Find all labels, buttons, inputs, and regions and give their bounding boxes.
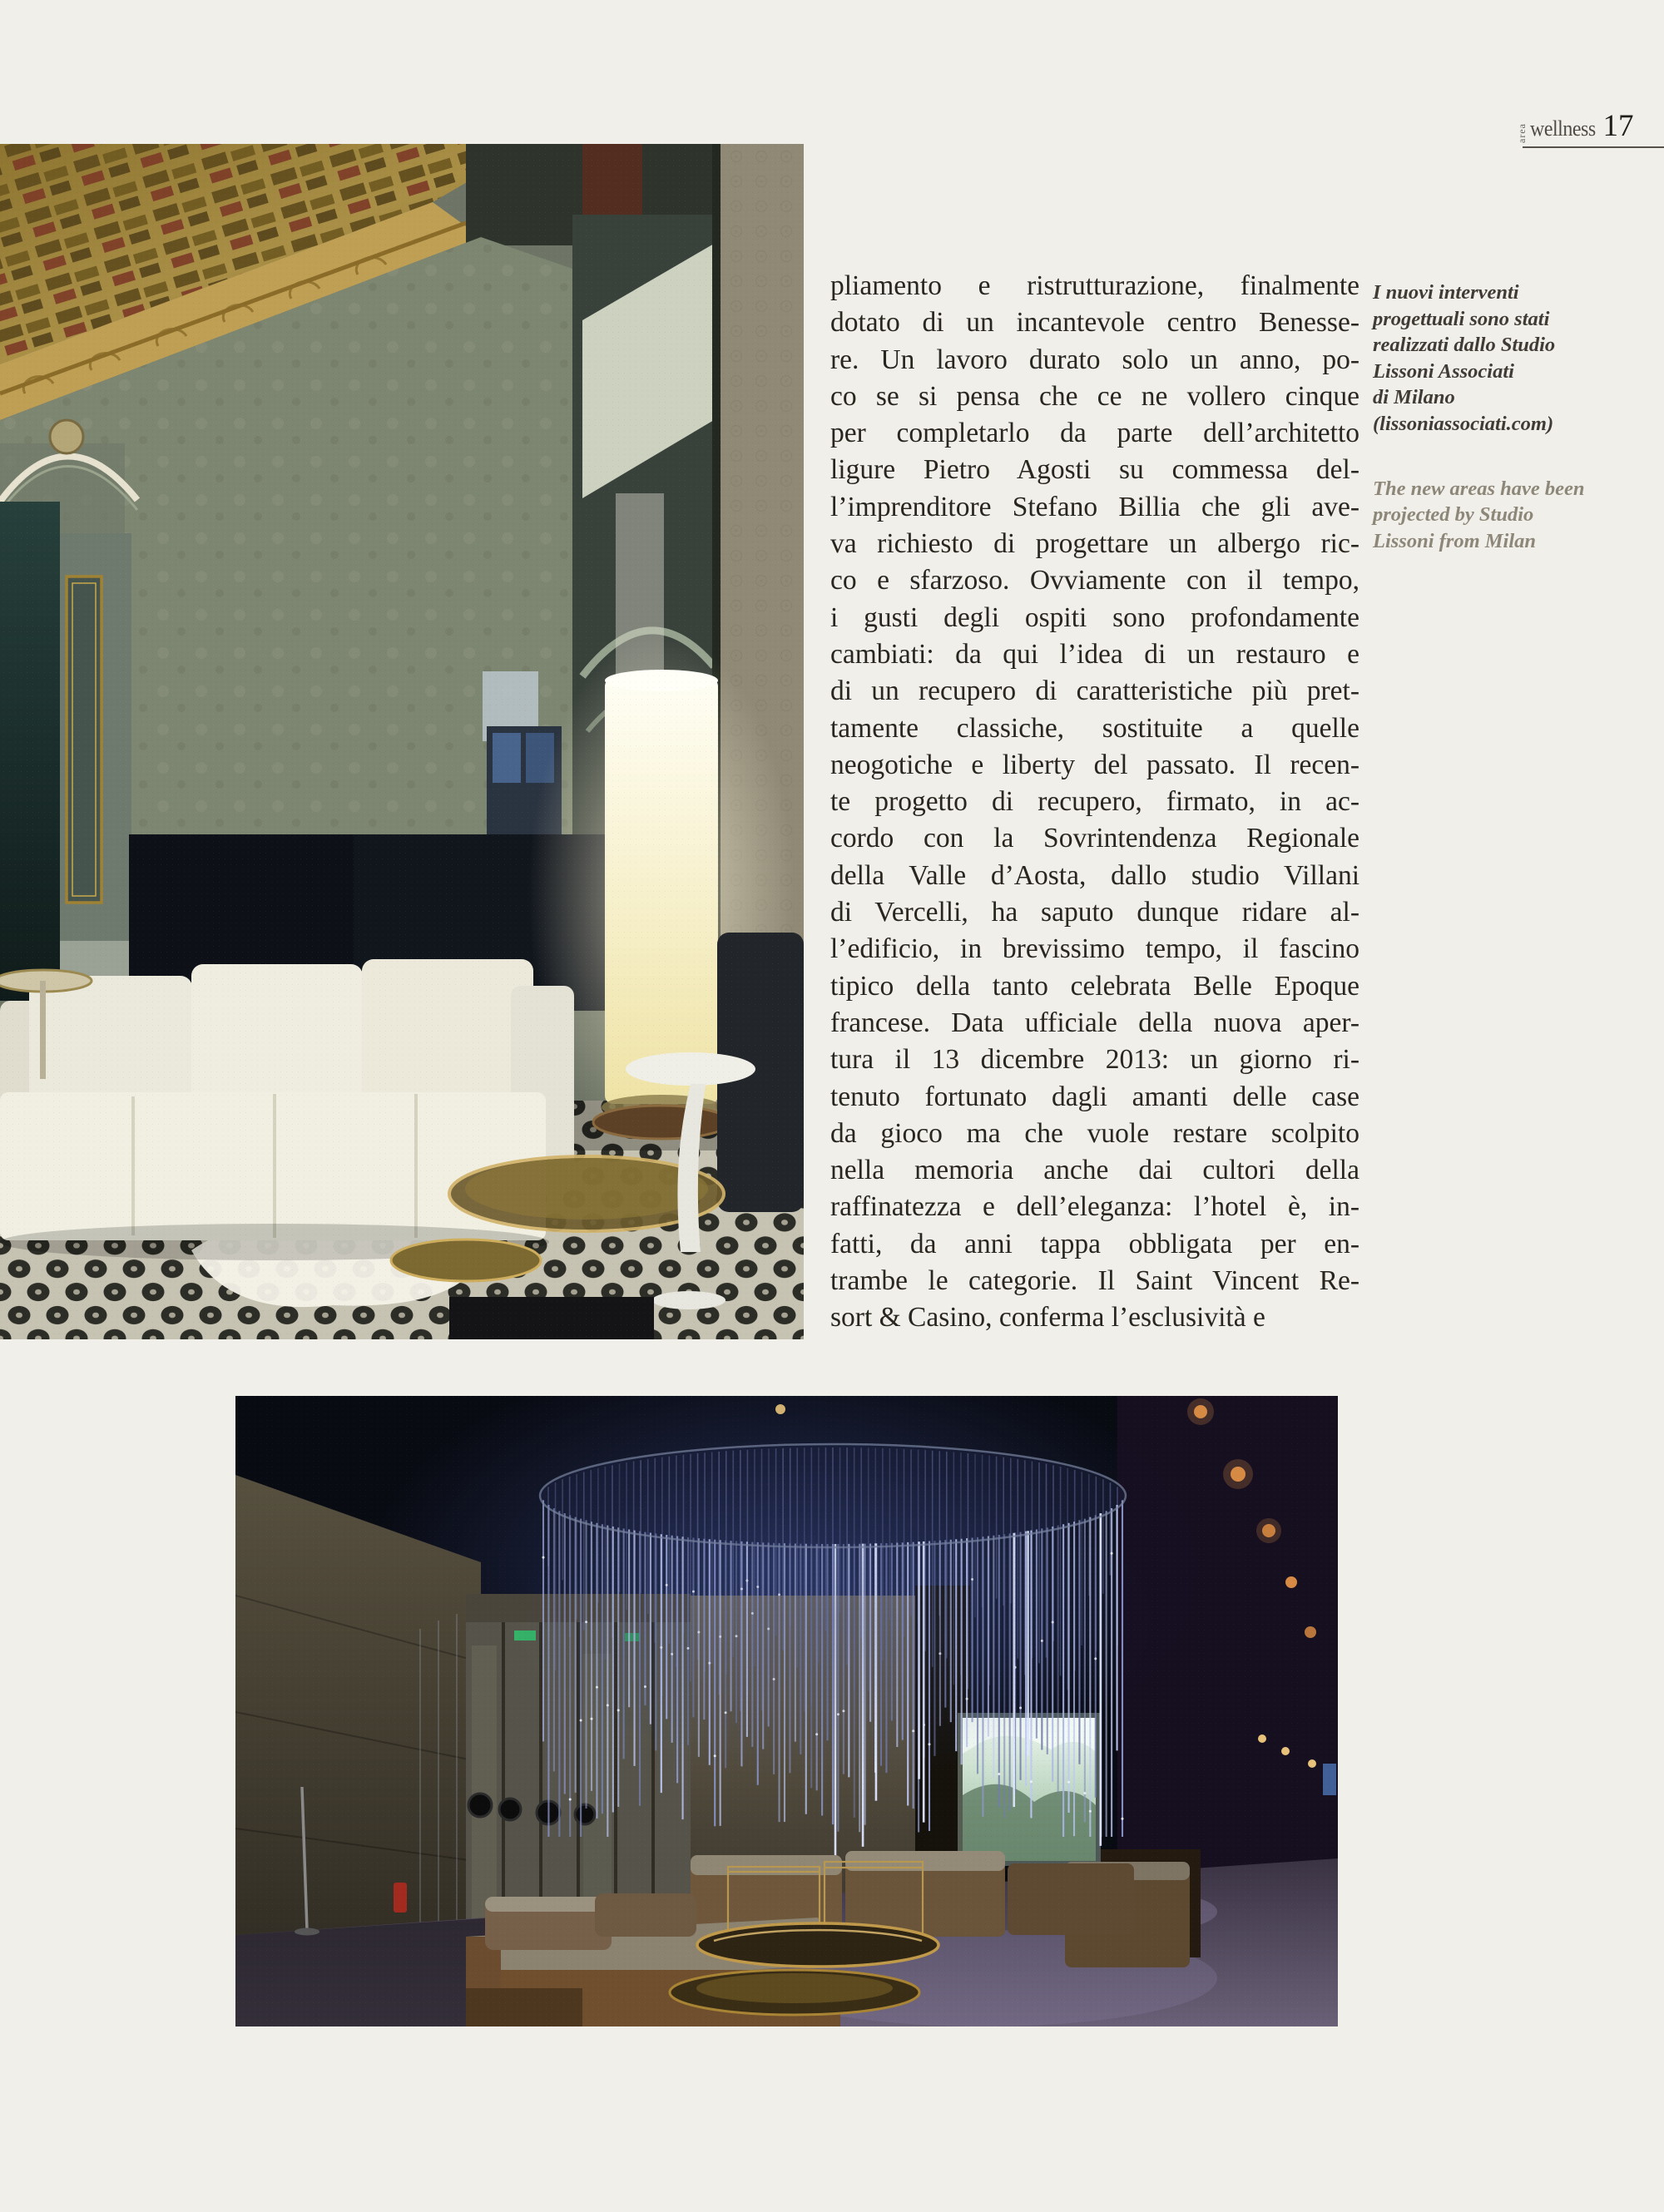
text-line: co se si pensa che ce ne vollero cinque xyxy=(830,380,1359,412)
text-line: ligure Pietro Agosti su commessa del- xyxy=(830,454,1359,486)
header-kicker xyxy=(1516,108,1634,144)
text-line: sort & Casino, conferma l’esclusività e xyxy=(830,1302,1265,1334)
text-line: co e sfarzoso. Ovviamente con il tempo, xyxy=(830,565,1359,596)
text-line: per completarlo da parte dell’architetto xyxy=(830,418,1359,449)
photo-caption-sidebar xyxy=(1373,280,1632,554)
text-line: Lissoni from Milan xyxy=(1373,529,1537,552)
text-line: tipico della tanto celebrata Belle Epoque xyxy=(830,970,1359,1002)
text-line: va richiesto di progettare un albergo ric- xyxy=(830,528,1359,560)
caption-english xyxy=(1373,476,1632,555)
historic-lounge-illustration xyxy=(0,144,804,1339)
text-line: (lissoniassociati.com) xyxy=(1373,412,1554,435)
text-line: nella memoria anche dai cultori della xyxy=(830,1155,1359,1186)
text-line: projected by Studio xyxy=(1373,503,1534,527)
text-line: da gioco ma che vuole restare scolpito xyxy=(830,1117,1359,1149)
section-label: wellness xyxy=(1530,116,1596,141)
text-line: re. Un lavoro durato solo un anno, po- xyxy=(830,344,1359,375)
text-line: tamente classiche, sostituite a quelle xyxy=(830,712,1359,744)
text-line: realizzati dallo Studio xyxy=(1373,334,1556,357)
text-line: l’imprenditore Stefano Billia che gli ave- xyxy=(830,491,1359,522)
header-rule xyxy=(1523,146,1664,148)
text-line: progettuali sono stati xyxy=(1373,307,1550,330)
photo-historic-hotel-lounge xyxy=(0,144,804,1339)
text-line: l’edificio, in brevissimo tempo, il fascino xyxy=(830,933,1359,965)
text-line: The new areas have been xyxy=(1373,477,1585,500)
text-line: tenuto fortunato dagli amanti delle case xyxy=(830,1081,1359,1112)
text-line: i gusti degli ospiti sono profondamente xyxy=(830,601,1359,633)
print-grain-overlay xyxy=(0,144,804,1339)
article-body-column xyxy=(830,268,1359,1337)
text-line: francese. Data ufficiale della nuova aper- xyxy=(830,1007,1359,1038)
print-grain-overlay-2 xyxy=(235,1396,1338,2026)
page-number: 17 xyxy=(1602,109,1634,143)
magazine-edition-vertical-label: area xyxy=(1516,122,1528,143)
text-line: di un recupero di caratteristiche più pret- xyxy=(830,675,1359,707)
text-line: di Vercelli, ha saputo dunque ridare al- xyxy=(830,897,1359,928)
text-line: pliamento e ristrutturazione, finalmente xyxy=(830,270,1359,301)
text-line: raffinatezza e dell’eleganza: l’hotel è, in- xyxy=(830,1191,1359,1223)
text-line: Lissoni Associati xyxy=(1373,359,1514,383)
modern-lounge-illustration xyxy=(235,1396,1338,2026)
text-line: neogotiche e liberty del passato. Il recen- xyxy=(830,749,1359,780)
text-line: trambe le categorie. Il Saint Vincent Re- xyxy=(830,1265,1359,1297)
text-line: tura il 13 dicembre 2013: un giorno ri- xyxy=(830,1044,1359,1076)
text-line: fatti, da anni tappa obbligata per en- xyxy=(830,1228,1359,1259)
text-line: cambiati: da qui l’idea di un restauro e xyxy=(830,638,1359,670)
photo-modern-lounge-chandelier xyxy=(235,1396,1338,2026)
text-line: dotato di un incantevole centro Benesse- xyxy=(830,307,1359,339)
text-line: te progetto di recupero, firmato, in ac- xyxy=(830,786,1359,818)
text-line: I nuovi interventi xyxy=(1373,281,1519,304)
text-line: cordo con la Sovrintendenza Regionale xyxy=(830,823,1359,854)
text-line: della Valle d’Aosta, dallo studio Villani xyxy=(830,859,1359,891)
text-line: di Milano xyxy=(1373,386,1455,409)
caption-italian xyxy=(1373,280,1632,438)
